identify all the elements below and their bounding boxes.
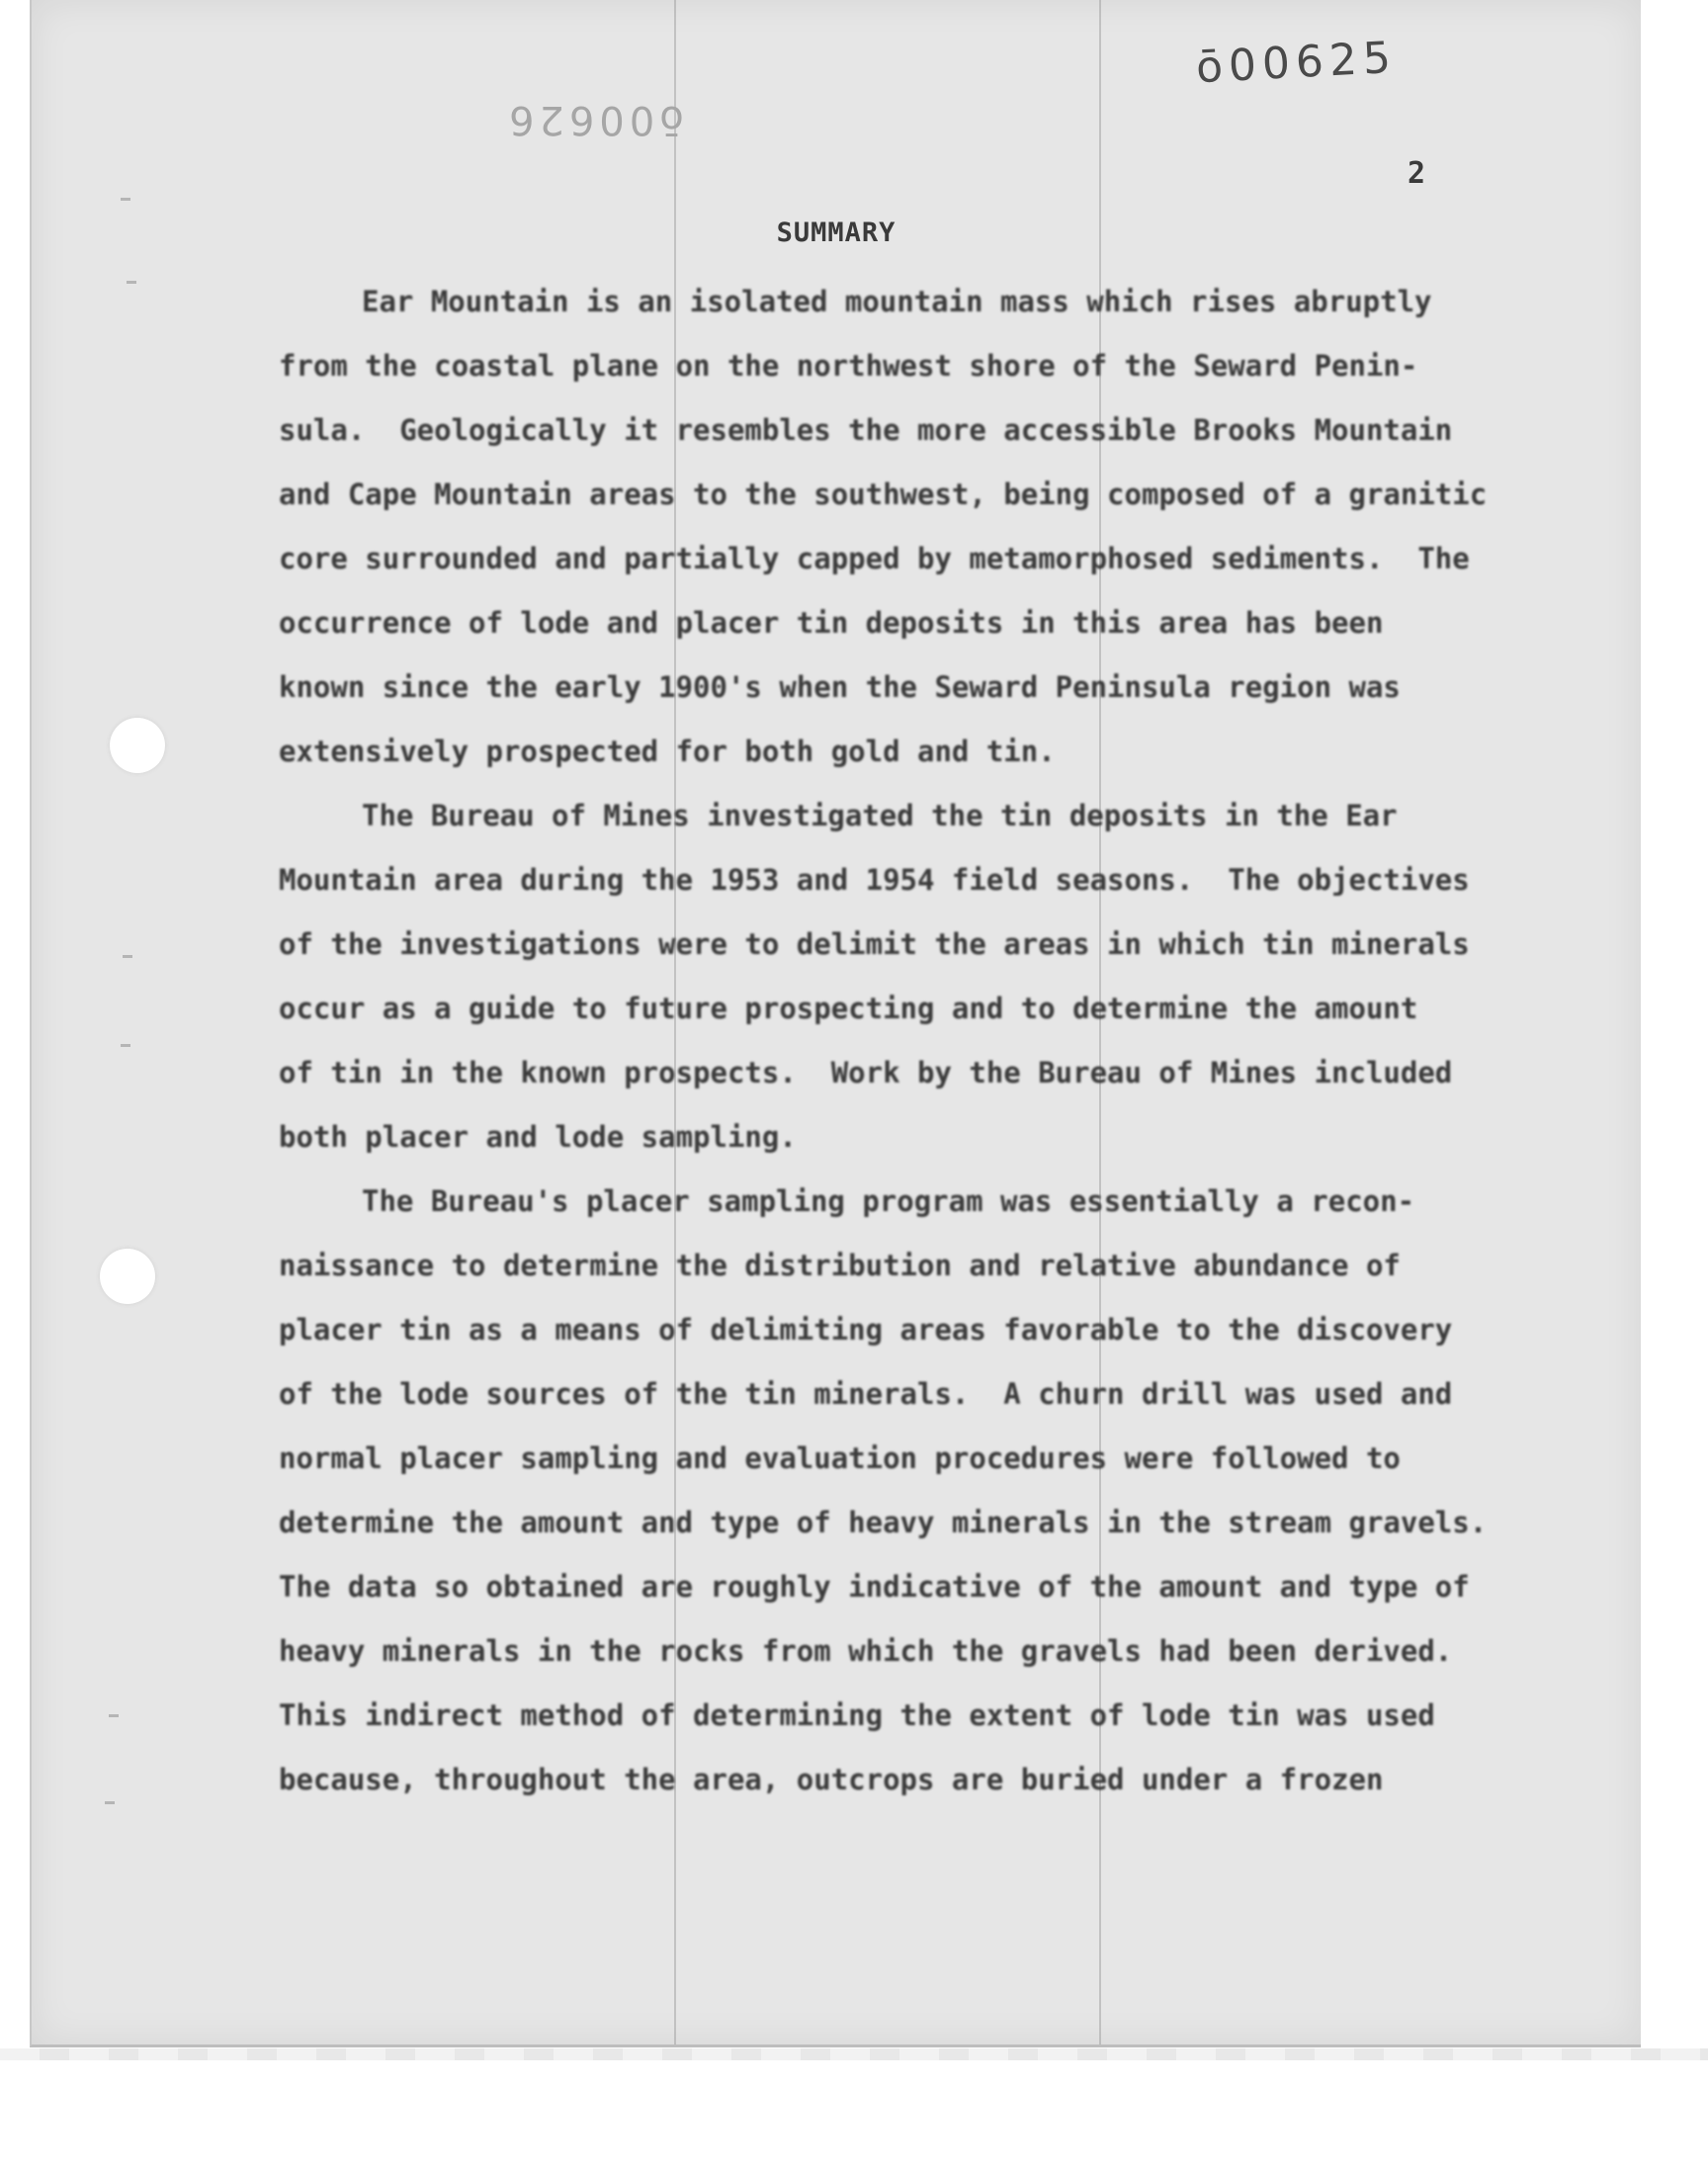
text-line: and Cape Mountain areas to the southwest, being composed of a granitic bbox=[279, 478, 1488, 511]
document-title: SUMMARY bbox=[776, 218, 897, 248]
margin-mark bbox=[123, 955, 132, 958]
margin-mark bbox=[121, 1044, 130, 1047]
text-line: of the investigations were to delimit the areas in which tin minerals bbox=[279, 927, 1470, 961]
margin-mark bbox=[109, 1714, 119, 1717]
text-line: determine the amount and type of heavy minerals in the stream gravels. bbox=[279, 1506, 1488, 1539]
text-line: core surrounded and partially capped by metamorphosed sediments. The bbox=[279, 542, 1470, 575]
text-line: of the lode sources of the tin minerals. A churn drill was used and bbox=[279, 1377, 1453, 1411]
archive-stamp-number: ō00625 bbox=[1194, 32, 1399, 94]
paragraph bbox=[279, 1182, 1524, 1825]
text-line: extensively prospected for both gold and tin. bbox=[279, 735, 1056, 768]
scanner-edge-strip bbox=[0, 2048, 1708, 2060]
text-line: from the coastal plane on the northwest shore of the Seward Penin- bbox=[279, 349, 1418, 383]
text-line: both placer and lode sampling. bbox=[279, 1120, 797, 1154]
faint-stamp-number: ō00626 bbox=[504, 97, 684, 142]
text-line: Mountain area during the 1953 and 1954 field seasons. The objectives bbox=[279, 863, 1470, 897]
text-line: This indirect method of determining the extent of lode tin was used bbox=[279, 1698, 1435, 1732]
text-line: of tin in the known prospects. Work by the Bureau of Mines included bbox=[279, 1056, 1453, 1089]
text-line: known since the early 1900's when the Seward Peninsula region was bbox=[279, 670, 1401, 704]
text-line: normal placer sampling and evaluation procedures were followed to bbox=[279, 1441, 1401, 1475]
text-line: naissance to determine the distribution and relative abundance of bbox=[279, 1249, 1401, 1282]
text-line: occurrence of lode and placer tin deposits in this area has been bbox=[279, 606, 1384, 640]
margin-mark bbox=[105, 1801, 115, 1804]
margin-mark bbox=[127, 281, 136, 284]
text-line: sula. Geologically it resembles the more accessible Brooks Mountain bbox=[279, 413, 1453, 447]
text-line: occur as a guide to future prospecting and to determine the amount bbox=[279, 992, 1418, 1025]
text-line: Ear Mountain is an isolated mountain mass which rises abruptly bbox=[362, 285, 1432, 318]
paragraph bbox=[279, 283, 1524, 797]
document-body bbox=[279, 283, 1524, 1825]
page-number: 2 bbox=[1408, 156, 1426, 191]
text-line: placer tin as a means of delimiting areas favorable to the discovery bbox=[279, 1313, 1453, 1347]
text-line: heavy minerals in the rocks from which the gravels had been derived. bbox=[279, 1634, 1453, 1668]
margin-mark bbox=[121, 198, 130, 201]
text-line: The data so obtained are roughly indicative of the amount and type of bbox=[279, 1570, 1470, 1604]
text-line: The Bureau's placer sampling program was essentially a recon- bbox=[362, 1184, 1415, 1218]
text-line: because, throughout the area, outcrops are buried under a frozen bbox=[279, 1763, 1384, 1796]
text-line: The Bureau of Mines investigated the tin deposits in the Ear bbox=[362, 799, 1398, 832]
scanned-page bbox=[30, 0, 1641, 2047]
punch-hole bbox=[110, 718, 165, 773]
paragraph bbox=[279, 797, 1524, 1182]
punch-hole bbox=[100, 1249, 155, 1304]
